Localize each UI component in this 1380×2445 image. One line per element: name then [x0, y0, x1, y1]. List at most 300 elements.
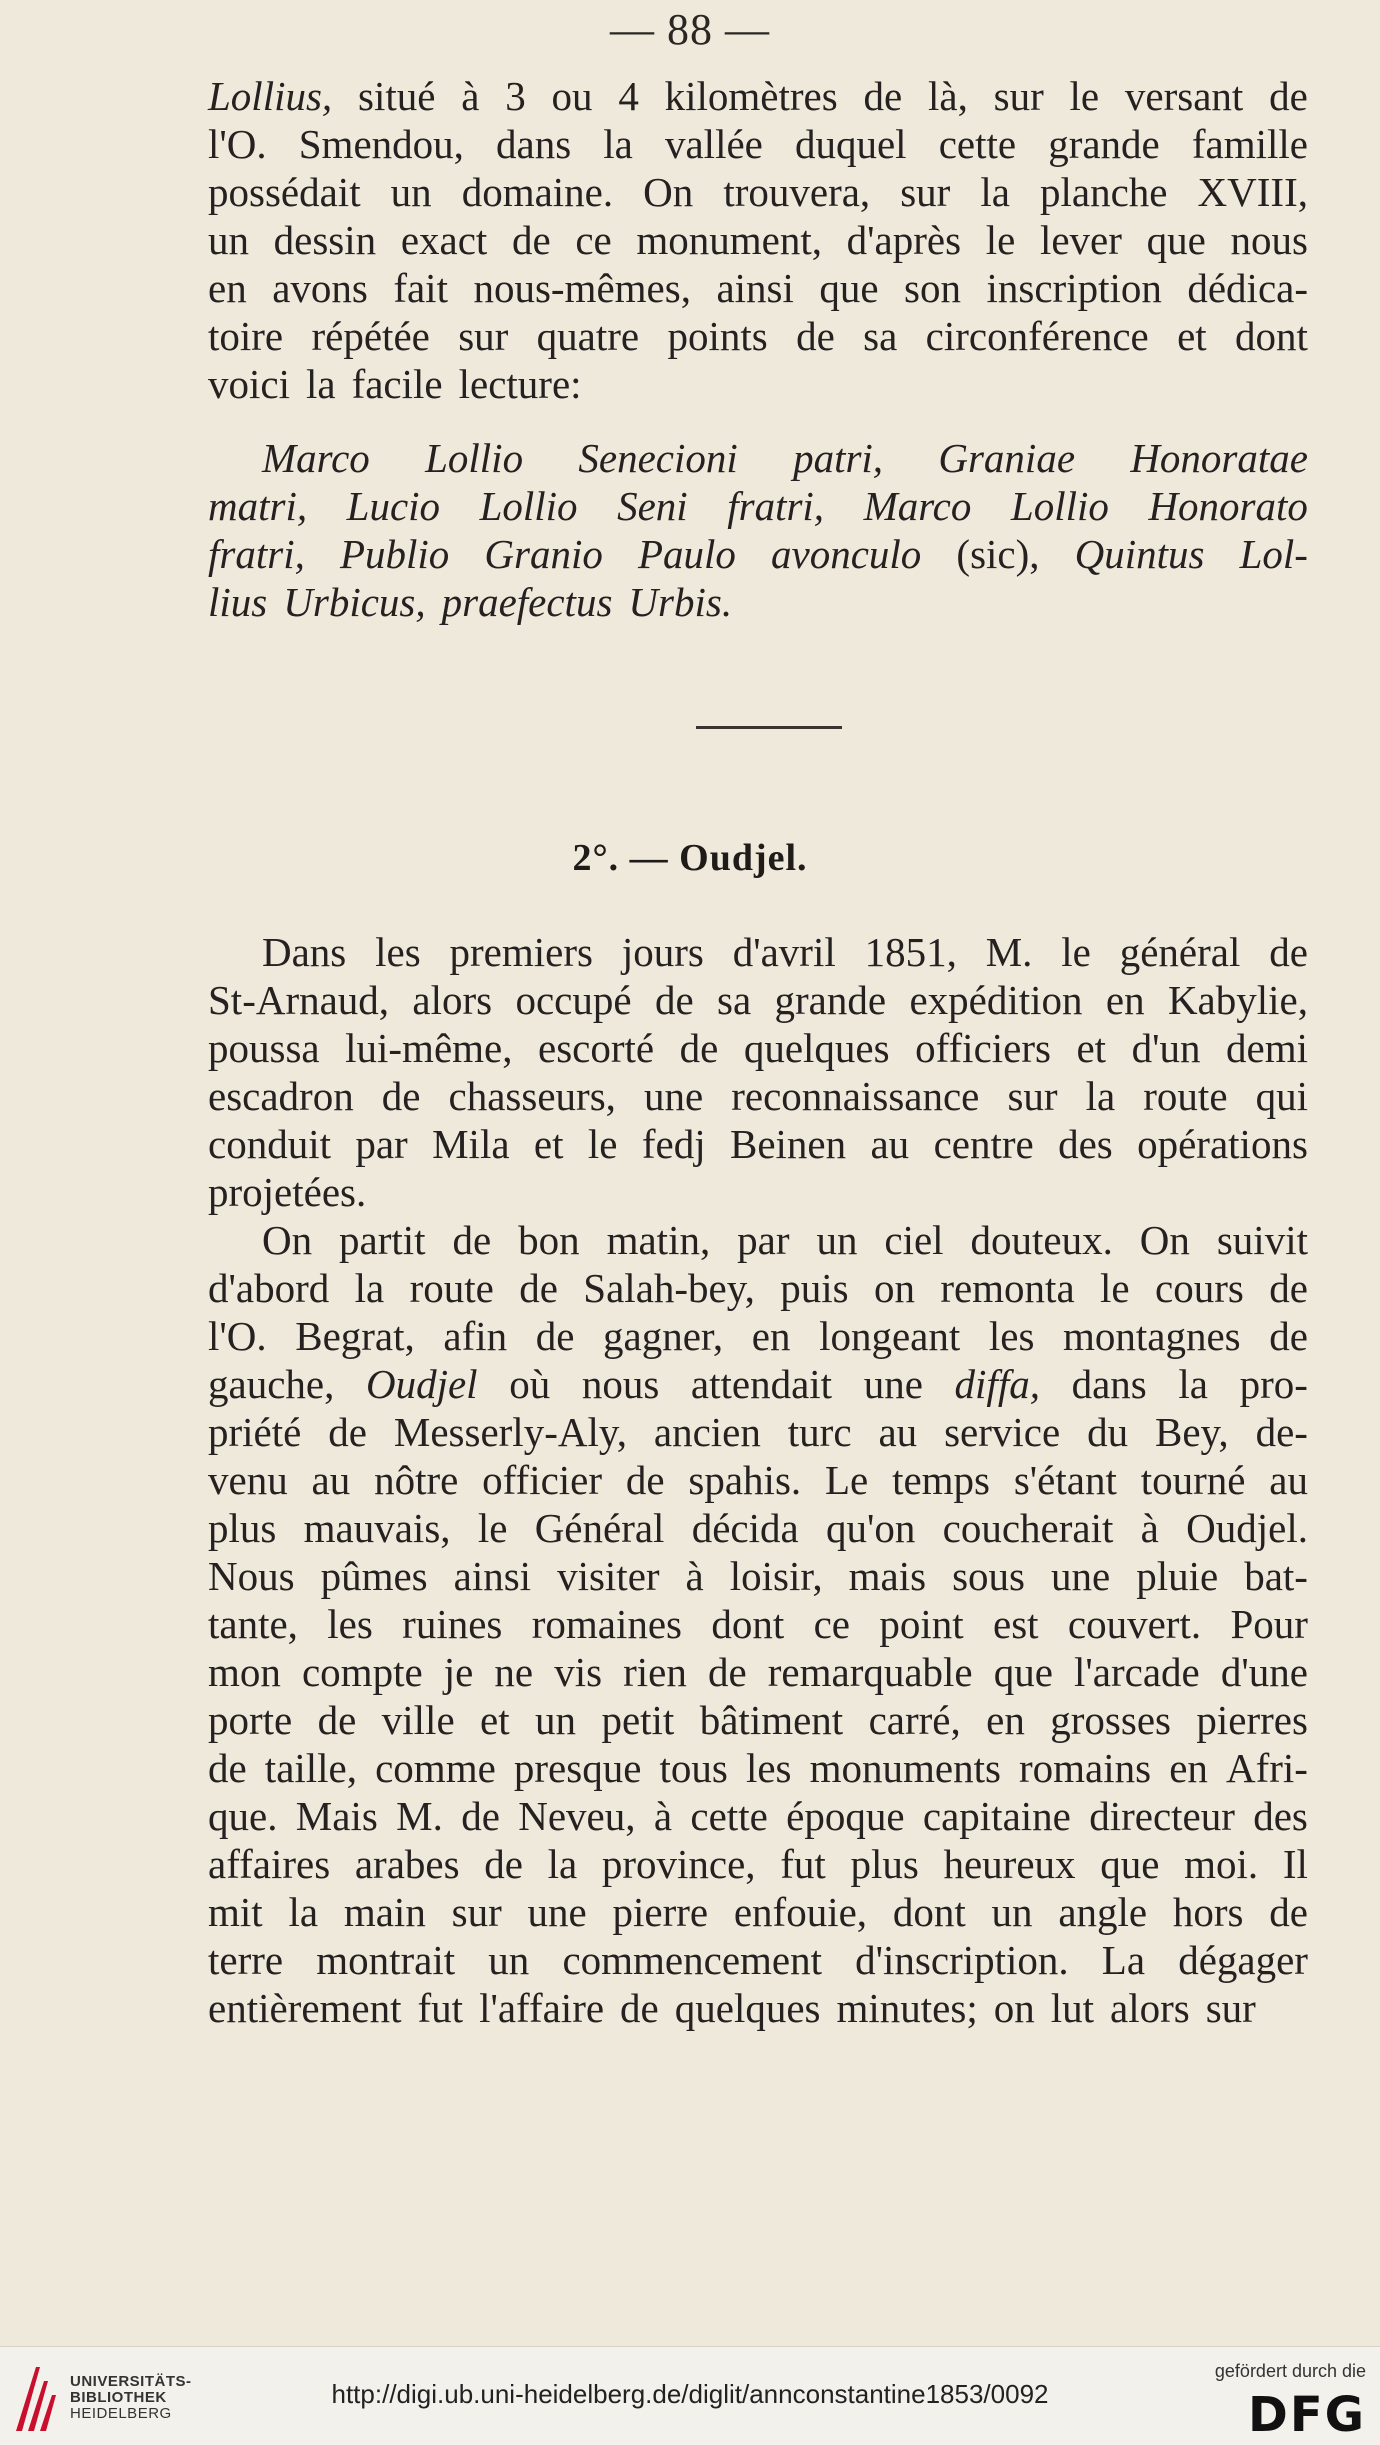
word: Honorato [1148, 483, 1308, 529]
word: point [879, 1601, 964, 1647]
word: planche [1040, 169, 1168, 215]
word: matri, [208, 483, 308, 529]
word: époque [786, 1793, 905, 1839]
text-line [262, 1216, 1308, 1264]
text-line [208, 72, 1308, 120]
word: 4 [618, 73, 639, 119]
text-line [208, 1168, 1308, 1216]
word: officier [482, 1457, 603, 1503]
word: de [1269, 1889, 1308, 1935]
word: coucherait [942, 1505, 1114, 1551]
word: une [643, 1073, 704, 1119]
word: répétée [311, 313, 430, 359]
word: minutes; [836, 1985, 978, 2031]
word: d'après [846, 217, 962, 263]
word: lui-même, [345, 1025, 513, 1071]
word: l'O. [208, 1313, 267, 1359]
word: inscription [986, 265, 1162, 311]
word: à [685, 1553, 704, 1599]
word: Granio [484, 531, 603, 577]
word: de [679, 1025, 719, 1071]
word: sous [952, 1553, 1025, 1599]
word: heureux [943, 1841, 1076, 1887]
word: ancien [653, 1409, 761, 1455]
word: dessin [273, 217, 377, 263]
word: de [625, 1457, 665, 1503]
section-heading: 2°. — Oudjel. [572, 837, 808, 879]
word: le [1069, 73, 1100, 119]
word: grande [1048, 121, 1160, 167]
text-line [208, 1264, 1308, 1312]
word: une [863, 1361, 923, 1407]
text-line [208, 1024, 1308, 1072]
word: Il [1282, 1841, 1308, 1887]
word: sur [1007, 1073, 1058, 1119]
word: partit [339, 1217, 426, 1263]
word: arabes [354, 1841, 460, 1887]
footer-bar [0, 2346, 1380, 2445]
word: Urbis. [628, 579, 733, 625]
word: comme [375, 1745, 496, 1791]
word: où [509, 1361, 551, 1407]
word: bâtiment [699, 1697, 844, 1743]
word: terre [208, 1937, 284, 1983]
word: projetées. [208, 1169, 367, 1215]
word: et [533, 1121, 564, 1167]
text-line [208, 216, 1308, 264]
word: suivit [1216, 1217, 1308, 1263]
word: de [461, 1793, 500, 1839]
word: plus [208, 1505, 277, 1551]
word: la [288, 1889, 319, 1935]
word: On [643, 169, 694, 215]
word: un [991, 1889, 1033, 1935]
word: fedj [641, 1121, 706, 1167]
word: là, [927, 73, 968, 119]
text-line [208, 1648, 1308, 1696]
text-line [208, 1408, 1308, 1456]
body-paragraph-1 [208, 928, 1308, 1216]
word: centre [933, 1121, 1034, 1167]
word: avons [272, 265, 368, 311]
word: un [488, 1937, 530, 1983]
word: des [1058, 1121, 1113, 1167]
library-name-line-3: HEIDELBERG [70, 2405, 172, 2422]
word: d'une [1220, 1649, 1308, 1695]
word: la [354, 1265, 385, 1311]
word: XVIII, [1197, 169, 1308, 215]
word: reconnaissance [731, 1073, 980, 1119]
word: sur [1205, 1985, 1256, 2031]
inscription-paragraph [208, 434, 1308, 626]
text-line [208, 1888, 1308, 1936]
word: sur [451, 1889, 502, 1935]
word: Begrat, [295, 1313, 415, 1359]
word: dont [711, 1601, 785, 1647]
word: Messerly-Aly, [393, 1409, 627, 1455]
word: de [863, 73, 903, 119]
word: famille [1191, 121, 1308, 167]
text-line [208, 360, 1308, 408]
word: par [737, 1217, 790, 1263]
text-line [208, 312, 1308, 360]
word: monument, [636, 217, 822, 263]
word: gagner, [603, 1313, 724, 1359]
word: montagnes [1063, 1313, 1241, 1359]
word: un [535, 1697, 577, 1743]
word: tourné [1140, 1457, 1246, 1503]
word: trouvera, [723, 169, 871, 215]
word: la [980, 169, 1010, 215]
word: mit [208, 1889, 263, 1935]
word: à [1140, 1505, 1159, 1551]
word: de [1269, 1313, 1308, 1359]
word: au [870, 1121, 910, 1167]
word: Publio [339, 531, 450, 577]
word: ainsi [716, 265, 794, 311]
word: à [653, 1793, 673, 1839]
word: cette [690, 1793, 768, 1839]
word: dans [496, 121, 572, 167]
text-line [208, 1312, 1308, 1360]
word: fut [417, 1985, 464, 2031]
word: demi [1226, 1025, 1308, 1071]
word: dédica- [1187, 265, 1308, 311]
word: bat- [1244, 1553, 1308, 1599]
word: alors [412, 977, 493, 1023]
word: Dans [262, 929, 347, 975]
word: chasseurs, [448, 1073, 616, 1119]
word: (sic), [956, 531, 1040, 577]
word: la [1085, 1073, 1116, 1119]
text-line [262, 434, 1308, 482]
word: de [707, 1649, 747, 1695]
word: petit [601, 1697, 675, 1743]
word: ou [551, 73, 593, 119]
word: praefectus [441, 579, 613, 625]
word: jours [621, 929, 704, 975]
word: les [745, 1745, 792, 1791]
text-line [208, 1552, 1308, 1600]
text-line [208, 264, 1308, 312]
word: l'affaire [479, 1985, 605, 2031]
word: porte [208, 1697, 293, 1743]
word: route [1143, 1073, 1228, 1119]
word: fut [780, 1841, 826, 1887]
word: tous [659, 1745, 728, 1791]
word: domaine. [461, 169, 614, 215]
word: décida [691, 1505, 799, 1551]
word: Lucio [346, 483, 441, 529]
section-divider [696, 726, 842, 729]
word: Paulo [637, 531, 736, 577]
word: visiter [557, 1553, 660, 1599]
text-line [208, 1504, 1308, 1552]
word: Marco [262, 435, 370, 481]
word: ne [494, 1649, 534, 1695]
word: lever [1039, 217, 1122, 263]
word: la [305, 361, 336, 407]
word: romains [1019, 1745, 1152, 1791]
word: Salah-bey, [583, 1265, 755, 1311]
word: circonférence [925, 313, 1149, 359]
word: On [1139, 1217, 1190, 1263]
word: en [208, 265, 247, 311]
word: service [944, 1409, 1061, 1455]
word: quelques [674, 1985, 821, 2031]
word: taille, [264, 1745, 358, 1791]
word: le [477, 1505, 508, 1551]
word: la [547, 1841, 578, 1887]
word: dégager [1178, 1937, 1308, 1983]
text-line [208, 1840, 1308, 1888]
word: son [904, 265, 962, 311]
word: mon [208, 1649, 281, 1695]
text-line [208, 168, 1308, 216]
word: de [317, 1697, 357, 1743]
word: lius [208, 579, 268, 625]
word: que [993, 1649, 1053, 1695]
word: la [1178, 1361, 1208, 1407]
word: de [620, 1985, 659, 2031]
word: fratri, [727, 483, 825, 529]
word: diffa, [954, 1361, 1040, 1407]
dfg-logo: DFG [1247, 2387, 1366, 2443]
word: Mila [432, 1121, 510, 1167]
word: lecture: [458, 361, 582, 407]
text-line [208, 1936, 1308, 1984]
word: pierres [1196, 1697, 1308, 1743]
word: nôtre [374, 1457, 459, 1503]
word: sur [993, 73, 1044, 119]
word: vallée [664, 121, 763, 167]
body-paragraph-2 [208, 1216, 1308, 2032]
word: spahis. [688, 1457, 802, 1503]
word: on [993, 1985, 1035, 2031]
text-line [208, 578, 1308, 626]
word: de [452, 1217, 492, 1263]
word: M. [396, 1793, 443, 1839]
word: couvert. [1067, 1601, 1202, 1647]
word: patri, [793, 435, 884, 481]
word: les [327, 1601, 373, 1647]
word: venu [208, 1457, 288, 1503]
word: en [1105, 977, 1145, 1023]
word: Senecioni [578, 435, 738, 481]
word: un [208, 217, 249, 263]
word: les [988, 1313, 1035, 1359]
word: en [1169, 1745, 1208, 1791]
word: dont [1235, 313, 1308, 359]
word: ce [575, 217, 612, 263]
word: directeur [1089, 1793, 1235, 1839]
word: de [1269, 1265, 1308, 1311]
word: l'O. [208, 121, 267, 167]
word: conduit [208, 1121, 331, 1167]
word: pluie [1136, 1553, 1219, 1599]
word: St-Arnaud, [208, 977, 390, 1023]
word: de [519, 1265, 558, 1311]
word: de [654, 977, 694, 1023]
text-line [208, 1744, 1308, 1792]
intro-paragraph [208, 72, 1308, 408]
word: et [480, 1697, 510, 1743]
word: que [819, 265, 879, 311]
text-line [208, 1696, 1308, 1744]
word: plus [850, 1841, 919, 1887]
word: Le [824, 1457, 869, 1503]
word: de [1269, 929, 1308, 975]
word: vis [554, 1649, 603, 1695]
word: Smendou, [298, 121, 464, 167]
word: toire [208, 313, 284, 359]
word: quatre [536, 313, 640, 359]
word: matin, [606, 1217, 711, 1263]
word: lut [1050, 1985, 1095, 2031]
word: dans [1071, 1361, 1147, 1407]
word: opérations [1137, 1121, 1308, 1167]
text-line [208, 1120, 1308, 1168]
word: d'un [1131, 1025, 1201, 1071]
word: hors [1172, 1889, 1244, 1935]
word: premiers [449, 929, 593, 975]
text-line [208, 1456, 1308, 1504]
word: je [443, 1649, 474, 1695]
word: Kabylie, [1167, 977, 1308, 1023]
word: au [1269, 1457, 1308, 1503]
word: d'avril [732, 929, 836, 975]
word: 3 [505, 73, 526, 119]
library-name-line-2: BIBLIOTHEK [70, 2389, 167, 2406]
page-number: — 88 — [610, 5, 770, 54]
word: Quintus [1074, 531, 1205, 577]
word: l'arcade [1074, 1649, 1200, 1695]
word: escadron [208, 1073, 354, 1119]
word: Oudjel [365, 1361, 478, 1407]
word: occupé [515, 977, 632, 1023]
word: est [993, 1601, 1039, 1647]
word: rien [623, 1649, 687, 1695]
word: Oudjel. [1186, 1505, 1308, 1551]
word: On [262, 1217, 313, 1263]
word: ville [381, 1697, 455, 1743]
word: de [1269, 73, 1308, 119]
word: route [409, 1265, 494, 1311]
word: on [873, 1265, 915, 1311]
word: kilomètres [664, 73, 838, 119]
source-url-link[interactable]: http://digi.ub.uni-heidelberg.de/diglit/annconstantine1853/0092 [331, 2379, 1049, 2409]
word: en [751, 1313, 791, 1359]
word: grande [774, 977, 887, 1023]
word: romaines [531, 1601, 683, 1647]
word: Général [534, 1505, 665, 1551]
word: une [1051, 1553, 1111, 1599]
word: un [816, 1217, 858, 1263]
word: temps [892, 1457, 990, 1503]
word: de [381, 1073, 421, 1119]
word: entièrement [208, 1985, 402, 2031]
word: des [1253, 1793, 1308, 1839]
word: pûmes [320, 1553, 428, 1599]
word: cours [1155, 1265, 1244, 1311]
word: de- [1255, 1409, 1308, 1455]
word: enfouie, [733, 1889, 868, 1935]
word: officiers [915, 1025, 1051, 1071]
word: monuments [809, 1745, 1001, 1791]
word: escorté [538, 1025, 655, 1071]
word: le [1100, 1265, 1130, 1311]
word: fratri, [208, 531, 305, 577]
word: que. [208, 1793, 278, 1839]
word: moi. [1184, 1841, 1259, 1887]
word: ruines [402, 1601, 503, 1647]
word: pro- [1239, 1361, 1308, 1407]
word: nous [581, 1361, 660, 1407]
word: Beinen [729, 1121, 847, 1167]
word: presque [513, 1745, 642, 1791]
word: commencement [562, 1937, 822, 1983]
word: exact [400, 217, 488, 263]
word: à [461, 73, 480, 119]
word: d'inscription. [855, 1937, 1069, 1983]
word: la [603, 121, 633, 167]
word: nous-mêmes, [473, 265, 691, 311]
word: alors [1110, 1985, 1190, 2031]
word: fait [393, 265, 448, 311]
word: le [1061, 929, 1091, 975]
word: mais [848, 1553, 927, 1599]
word: un [390, 169, 432, 215]
word: carré, [868, 1697, 961, 1743]
word: versant [1124, 73, 1244, 119]
word: Lollio [479, 483, 578, 529]
word: les [375, 929, 421, 975]
word: duquel [794, 121, 907, 167]
word: attendait [690, 1361, 833, 1407]
word: le [587, 1121, 618, 1167]
word: de [484, 1841, 523, 1887]
text-line [208, 1072, 1308, 1120]
word: Graniae [938, 435, 1076, 481]
word: Mais [295, 1793, 378, 1839]
word: remonta [940, 1265, 1075, 1311]
word: de [328, 1409, 367, 1455]
word: sa [717, 977, 752, 1023]
word: montrait [316, 1937, 456, 1983]
word: voici [208, 361, 290, 407]
word: grosses [1050, 1697, 1171, 1743]
word: qui [1255, 1073, 1308, 1119]
word: et [1177, 313, 1207, 359]
word: sa [863, 313, 898, 359]
word: Neveu, [518, 1793, 636, 1839]
word: Marco [863, 483, 972, 529]
word: main [343, 1889, 426, 1935]
word: Honoratae [1130, 435, 1308, 481]
word: de [796, 313, 835, 359]
word: s'étant [1013, 1457, 1117, 1503]
word: le [985, 217, 1016, 263]
word: nous [1230, 217, 1308, 263]
word: tante, [208, 1601, 298, 1647]
word: qu'on [825, 1505, 916, 1551]
word: longeant [819, 1313, 961, 1359]
word: sur [458, 313, 509, 359]
word: et [1076, 1025, 1107, 1071]
word: par [355, 1121, 408, 1167]
text-line [208, 1600, 1308, 1648]
word: 1851, [864, 929, 957, 975]
